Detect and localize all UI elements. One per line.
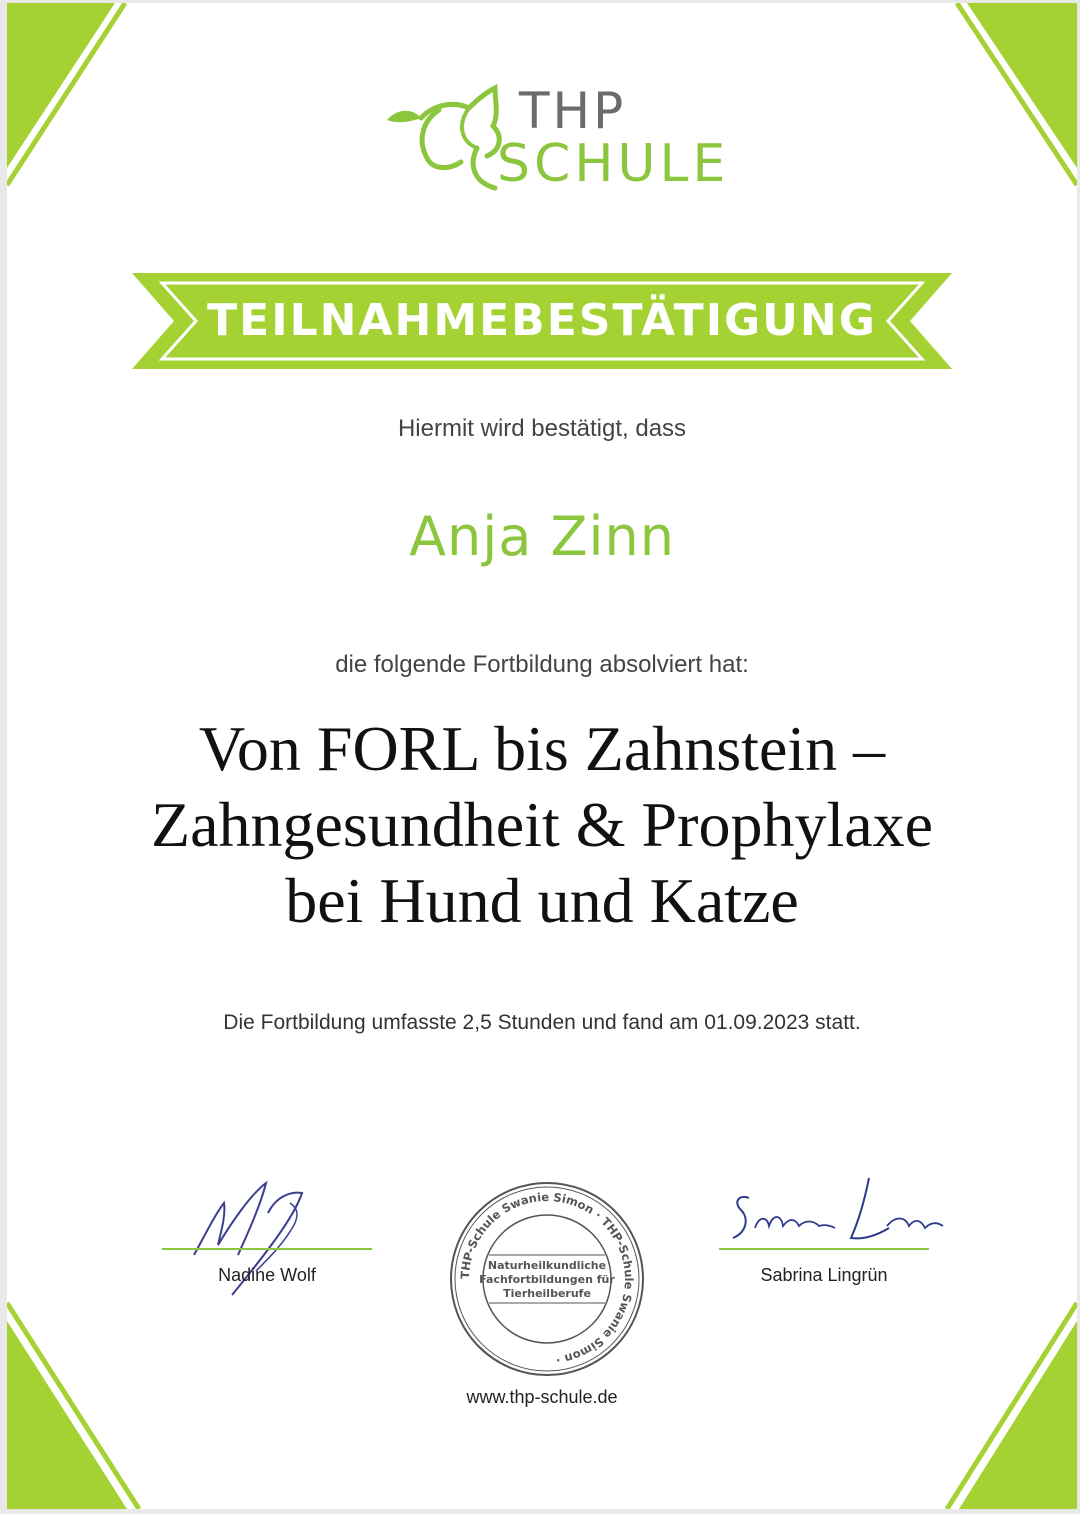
course-title-line-3: bei Hund und Katze <box>285 865 799 936</box>
website-url: www.thp-schule.de <box>466 1387 618 1407</box>
corner-top-left <box>7 3 115 168</box>
signer-name-left: Nadine Wolf <box>218 1265 316 1285</box>
course-title-line-1: Von FORL bis Zahnstein – <box>198 713 886 784</box>
seal-line-1: Naturheilkundliche <box>487 1259 607 1272</box>
signature-left <box>162 1173 372 1303</box>
school-logo <box>377 78 737 198</box>
seal-ring-text: THP-Schule Swanie Simon · THP-Schule Swanie Simon · <box>457 1189 637 1368</box>
corner-bottom-right <box>959 1321 1077 1509</box>
course-intro-text: die folgende Fortbildung absolviert hat: <box>335 651 749 678</box>
seal-line-3: Tierheilberufe <box>503 1287 591 1300</box>
signature-right <box>719 1168 929 1298</box>
corner-bottom-left <box>7 1321 127 1509</box>
corner-top-right <box>967 3 1077 168</box>
certificate-title: TEILNAHMEBESTÄTIGUNG <box>207 295 877 346</box>
course-title <box>7 711 1077 939</box>
intro-text: Hiermit wird bestätigt, dass <box>397 415 687 442</box>
signature-line-left <box>162 1248 372 1250</box>
signature-line-right <box>719 1248 929 1250</box>
course-details: Die Fortbildung umfasste 2,5 Stunden und fand am 01.09.2023 statt. <box>223 1011 861 1034</box>
course-title-line-2: Zahngesundheit & Prophylaxe <box>150 789 934 860</box>
signer-name-right: Sabrina Lingrün <box>760 1265 888 1285</box>
logo-thp-text: THP <box>519 82 627 140</box>
handwritten-signature-right <box>719 1168 949 1258</box>
dog-cat-leaf-icon <box>377 78 517 198</box>
logo-schule-text: SCHULE <box>497 134 730 194</box>
school-stamp-seal <box>447 1179 647 1379</box>
seal-line-2: Fachfortbildungen für <box>479 1273 615 1286</box>
recipient-name: Anja Zinn <box>409 505 675 568</box>
certificate-page <box>7 3 1077 1509</box>
